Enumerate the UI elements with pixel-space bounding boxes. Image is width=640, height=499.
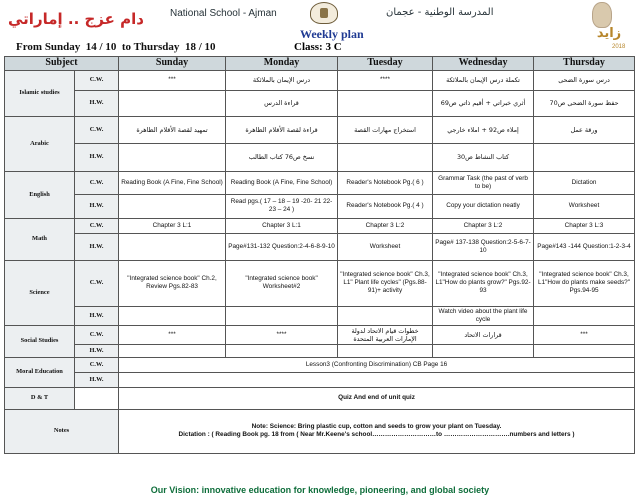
english-cw-thu: Dictation: [534, 171, 635, 194]
notes-cell: [119, 409, 635, 453]
math-hw-wed: Page# 137-138 Question:2-5-6-7-10: [433, 233, 534, 260]
date-to-label: to Thursday: [121, 41, 180, 53]
social-cw-thu: ***: [534, 325, 635, 344]
date-to: 18 / 10: [184, 41, 216, 53]
arabic-hw-thu: [534, 143, 635, 171]
table-row: [5, 194, 635, 218]
vision-footer: Our Vision: innovative education for knowledge, pioneering, and global society: [150, 485, 490, 495]
science-cw-thu: "Integrated science book" Ch.3, L1"How do plants make seeds?" Pgs.94-95: [534, 260, 635, 306]
weekly-plan-table: [4, 56, 635, 454]
school-name-ar: المدرسة الوطنية - عجمان: [386, 7, 494, 18]
islamic-cw-mon: درس الإيمان بالملائكة: [226, 70, 338, 90]
school-name-en: National School - Ajman: [170, 8, 277, 19]
english-hw-wed: Copy your dictation neatly: [433, 194, 534, 218]
hw-label: H.W.: [75, 143, 119, 171]
notes-line-2: Dictation : ( Reading Book pg. 18 from ( Near Mr.Keene's school…………………………to ………………………….numbers and letters ): [178, 431, 575, 438]
cw-label: C.W.: [75, 171, 119, 194]
math-hw-sun: [119, 233, 226, 260]
moral-hw: [119, 372, 635, 387]
islamic-hw-thu: حفظ سورة الضحى ص70: [534, 90, 635, 116]
zayed-year-logo: [582, 2, 636, 54]
dt-kind-empty: [75, 387, 119, 409]
math-cw-mon: Chapter 3 L:1: [226, 218, 338, 233]
table-row: [5, 70, 635, 90]
page-header: [0, 0, 640, 56]
date-range: [16, 41, 216, 53]
dt-note: Quiz And end of unit quiz: [119, 387, 635, 409]
science-hw-thu: [534, 306, 635, 325]
col-thursday: Thursday: [534, 57, 635, 71]
subject-english: English: [5, 171, 75, 218]
subject-science: Science: [5, 260, 75, 325]
table-row: [5, 325, 635, 344]
logo-text: زايد: [596, 26, 622, 41]
table-row: [5, 116, 635, 143]
table-row: [5, 260, 635, 306]
date-from-label: From Sunday: [16, 41, 81, 53]
math-hw-tue: Worksheet: [338, 233, 433, 260]
science-hw-wed: Watch video about the plant life cycle: [433, 306, 534, 325]
math-cw-wed: Chapter 3 L:2: [433, 218, 534, 233]
islamic-hw-mon: قراءة الدرس: [226, 90, 338, 116]
english-hw-sun: [119, 194, 226, 218]
moral-cw: Lesson3 (Confronting Discrimination) CB Page 16: [119, 357, 635, 372]
hw-label: H.W.: [75, 233, 119, 260]
english-cw-wed: Grammar Task (the past of verb to be): [433, 171, 534, 194]
social-hw-wed: [433, 344, 534, 357]
english-cw-mon: Reading Book (A Fine, Fine School): [226, 171, 338, 194]
subject-dt: D & T: [5, 387, 75, 409]
math-cw-thu: Chapter 3 L:3: [534, 218, 635, 233]
cw-label: C.W.: [75, 116, 119, 143]
islamic-cw-thu: درس سورة الضحى: [534, 70, 635, 90]
notes-line-1: Note: Science: Bring plastic cup, cotton and seeds to grow your plant on Tuesday.: [251, 423, 502, 430]
portrait-icon: [592, 2, 612, 28]
hw-label: H.W.: [75, 372, 119, 387]
science-cw-tue: "Integrated science book" Ch.3, L1" Plant life cycles" (Pgs.88-91)+ activity: [338, 260, 433, 306]
arabic-hw-mon: نسخ ص76 كتاب الطالب: [226, 143, 338, 171]
col-tuesday: Tuesday: [338, 57, 433, 71]
arabic-hw-sun: [119, 143, 226, 171]
islamic-hw-tue: [338, 90, 433, 116]
arabic-cw-mon: قراءة لقصة الأقلام الظاهرة: [226, 116, 338, 143]
arabic-cw-tue: استخراج مهارات القصة: [338, 116, 433, 143]
social-hw-mon: [226, 344, 338, 357]
logo-year: 2018: [612, 44, 626, 50]
col-monday: Monday: [226, 57, 338, 71]
table-row: [5, 409, 635, 453]
arabic-cw-sun: تمهيد لقصة الأقلام الظاهرة: [119, 116, 226, 143]
col-subject: Subject: [5, 57, 119, 71]
math-cw-tue: Chapter 3 L:2: [338, 218, 433, 233]
islamic-hw-sun: [119, 90, 226, 116]
english-cw-sun: Reading Book (A Fine, Fine School): [119, 171, 226, 194]
science-cw-mon: "Integrated science book" Worksheet#2: [226, 260, 338, 306]
math-hw-thu: Page#143 -144 Question:1-2-3-4: [534, 233, 635, 260]
english-cw-tue: Reader's Notebook Pg.( 6 ): [338, 171, 433, 194]
social-cw-wed: قرارات الاتحاد: [433, 325, 534, 344]
arabic-hw-wed: كتاب النشاط ص30: [433, 143, 534, 171]
table-row: [5, 387, 635, 409]
science-hw-sun: [119, 306, 226, 325]
hw-label: H.W.: [75, 90, 119, 116]
table-row: [5, 344, 635, 357]
table-row: [5, 143, 635, 171]
subject-math: Math: [5, 218, 75, 260]
science-hw-mon: [226, 306, 338, 325]
hw-label: H.W.: [75, 306, 119, 325]
motto-text: دام عزج .. إماراتي: [8, 10, 144, 28]
social-hw-sun: [119, 344, 226, 357]
islamic-cw-tue: ****: [338, 70, 433, 90]
islamic-cw-wed: تكملة درس الإيمان بالملائكة: [433, 70, 534, 90]
table-header-row: [5, 57, 635, 71]
arabic-hw-tue: [338, 143, 433, 171]
hw-label: H.W.: [75, 344, 119, 357]
table-row: [5, 306, 635, 325]
hw-label: H.W.: [75, 194, 119, 218]
subject-social: Social Studies: [5, 325, 75, 357]
table-row: [5, 233, 635, 260]
social-hw-tue: [338, 344, 433, 357]
arabic-cw-thu: ورقة عمل: [534, 116, 635, 143]
social-cw-mon: ****: [226, 325, 338, 344]
col-sunday: Sunday: [119, 57, 226, 71]
arabic-cw-wed: إملاء ص92 + املاء خارجي: [433, 116, 534, 143]
table-row: [5, 171, 635, 194]
cw-label: C.W.: [75, 325, 119, 344]
cw-label: C.W.: [75, 357, 119, 372]
science-hw-tue: [338, 306, 433, 325]
school-crest-icon: [310, 2, 338, 24]
table-row: [5, 218, 635, 233]
table-row: [5, 90, 635, 116]
cw-label: C.W.: [75, 218, 119, 233]
date-from: 14 / 10: [85, 41, 117, 53]
english-hw-thu: Worksheet: [534, 194, 635, 218]
subject-moral: Moral Education: [5, 357, 75, 387]
science-cw-sun: "Integrated science book" Ch.2, Review Pgs.82-83: [119, 260, 226, 306]
social-cw-sun: ***: [119, 325, 226, 344]
col-wednesday: Wednesday: [433, 57, 534, 71]
math-hw-mon: Page#131-132 Question:2-4-6-8-9-10: [226, 233, 338, 260]
page-title: Weekly plan: [300, 27, 364, 41]
math-cw-sun: Chapter 3 L:1: [119, 218, 226, 233]
cw-label: C.W.: [75, 260, 119, 306]
cw-label: C.W.: [75, 70, 119, 90]
subject-notes: Notes: [5, 409, 119, 453]
subject-arabic: Arabic: [5, 116, 75, 171]
table-row: [5, 357, 635, 372]
english-hw-tue: Reader's Notebook Pg.( 4 ): [338, 194, 433, 218]
english-hw-mon: Read pgs.( 17 – 18 – 19 -20- 21 22- 23 – 24 ): [226, 194, 338, 218]
class-label: Class: 3 C: [294, 41, 342, 53]
science-cw-wed: "Integrated science book" Ch.3, L1"How do plants grow?" Pgs.92-93: [433, 260, 534, 306]
islamic-cw-sun: ***: [119, 70, 226, 90]
social-cw-tue: خطوات قيام الاتحاد لدولة الإمارات العربية المتحدة: [338, 325, 433, 344]
subject-islamic: Islamic studies: [5, 70, 75, 116]
table-row: [5, 372, 635, 387]
social-hw-thu: [534, 344, 635, 357]
islamic-hw-wed: أثري خبراتي + أقيم ذاتي ص69: [433, 90, 534, 116]
